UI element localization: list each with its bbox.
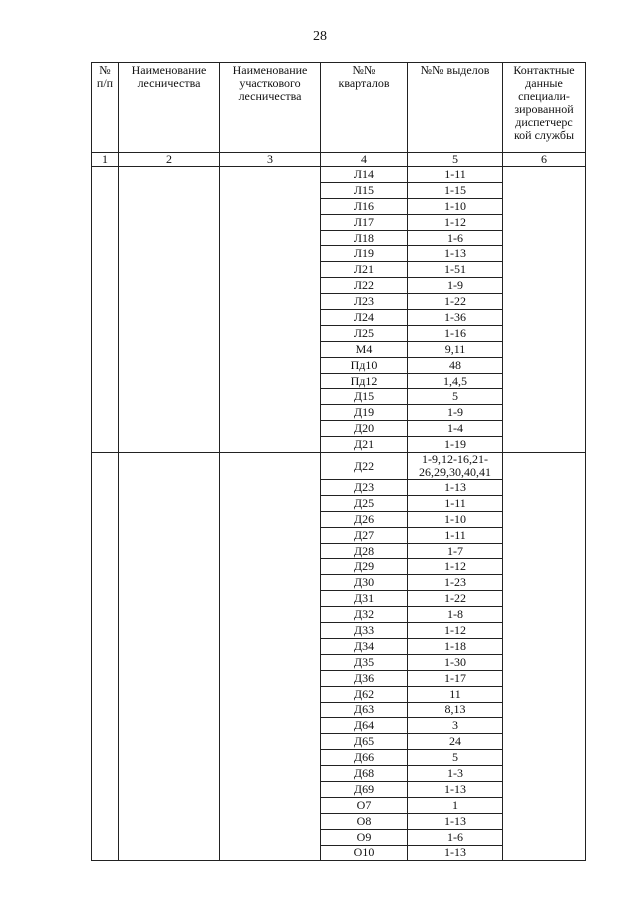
quarter-cell: Д25 (321, 495, 408, 511)
table-row (92, 453, 586, 480)
header-row (92, 63, 586, 153)
contact-cell (503, 167, 586, 453)
quarter-cell: Д68 (321, 766, 408, 782)
allotment-cell: 8,13 (408, 702, 503, 718)
quarter-cell: Л25 (321, 325, 408, 341)
allotment-cell: 1-13 (408, 845, 503, 861)
quarter-cell: Д27 (321, 527, 408, 543)
quarter-cell: О10 (321, 845, 408, 861)
number-cell (92, 167, 119, 453)
allotment-cell: 5 (408, 389, 503, 405)
allotment-cell: 1-30 (408, 654, 503, 670)
forestry-cell (119, 167, 220, 453)
forestry-cell (119, 453, 220, 861)
allotment-cell: 1 (408, 797, 503, 813)
district-cell (220, 453, 321, 861)
allotment-cell: 1-13 (408, 813, 503, 829)
header-cell: Наименование лесничества (119, 63, 220, 153)
table-row (92, 167, 586, 183)
quarter-cell: Д19 (321, 405, 408, 421)
quarter-cell: Д26 (321, 511, 408, 527)
header-cell: №№ выделов (408, 63, 503, 153)
allotment-cell: 1-9 (408, 405, 503, 421)
quarter-cell: Д20 (321, 421, 408, 437)
page-number: 28 (313, 29, 327, 44)
allotment-cell: 1-11 (408, 527, 503, 543)
quarter-cell: Л22 (321, 278, 408, 294)
quarter-cell: Л19 (321, 246, 408, 262)
header-cell: №№ кварталов (321, 63, 408, 153)
column-number: 4 (321, 153, 408, 167)
quarter-cell: Л14 (321, 167, 408, 183)
allotment-cell: 1-15 (408, 182, 503, 198)
allotment-cell: 1-16 (408, 325, 503, 341)
quarter-cell: О7 (321, 797, 408, 813)
allotment-cell: 1-12 (408, 214, 503, 230)
quarter-cell: О8 (321, 813, 408, 829)
quarter-cell: Д62 (321, 686, 408, 702)
allotment-cell: 3 (408, 718, 503, 734)
allotment-cell: 5 (408, 750, 503, 766)
allotment-cell: 1-6 (408, 230, 503, 246)
quarter-cell: Л18 (321, 230, 408, 246)
quarter-cell: Д69 (321, 781, 408, 797)
allotment-cell: 1-18 (408, 638, 503, 654)
allotment-cell: 1-36 (408, 310, 503, 326)
allotment-cell: 1-11 (408, 495, 503, 511)
allotment-cell: 1-8 (408, 607, 503, 623)
quarter-cell: Д35 (321, 654, 408, 670)
allotment-cell: 1-22 (408, 591, 503, 607)
district-cell (220, 167, 321, 453)
allotment-cell: 1-10 (408, 511, 503, 527)
quarter-cell: Л23 (321, 294, 408, 310)
allotment-cell: 9,11 (408, 341, 503, 357)
column-number: 6 (503, 153, 586, 167)
allotment-cell: 1-19 (408, 437, 503, 453)
quarter-cell: М4 (321, 341, 408, 357)
contact-cell (503, 453, 586, 861)
quarter-cell: Д15 (321, 389, 408, 405)
column-number-row (92, 153, 586, 167)
quarter-cell: Д32 (321, 607, 408, 623)
header-cell: Контактные данные специали- зированной диспетчерс кой службы (503, 63, 586, 153)
allotment-cell: 1-9 (408, 278, 503, 294)
allotment-cell: 1-51 (408, 262, 503, 278)
quarter-cell: Д21 (321, 437, 408, 453)
forestry-table (91, 62, 586, 861)
allotment-cell: 1-22 (408, 294, 503, 310)
allotment-cell: 1-10 (408, 198, 503, 214)
quarter-cell: Л21 (321, 262, 408, 278)
allotment-cell: 1-12 (408, 559, 503, 575)
quarter-cell: Д34 (321, 638, 408, 654)
quarter-cell: Д65 (321, 734, 408, 750)
allotment-cell: 1-11 (408, 167, 503, 183)
quarter-cell: Д29 (321, 559, 408, 575)
quarter-cell: О9 (321, 829, 408, 845)
quarter-cell: Д22 (321, 453, 408, 480)
number-cell (92, 453, 119, 861)
quarter-cell: Л24 (321, 310, 408, 326)
allotment-cell: 48 (408, 357, 503, 373)
quarter-cell: Д30 (321, 575, 408, 591)
quarter-cell: Д23 (321, 480, 408, 496)
column-number: 3 (220, 153, 321, 167)
allotment-cell: 1-12 (408, 623, 503, 639)
column-number: 2 (119, 153, 220, 167)
header-cell: Наименование участкового лесничества (220, 63, 321, 153)
quarter-cell: Д33 (321, 623, 408, 639)
allotment-cell: 1-3 (408, 766, 503, 782)
column-number: 1 (92, 153, 119, 167)
quarter-cell: Пд10 (321, 357, 408, 373)
quarter-cell: Д28 (321, 543, 408, 559)
quarter-cell: Л17 (321, 214, 408, 230)
header-cell: № п/п (92, 63, 119, 153)
allotment-cell: 1-6 (408, 829, 503, 845)
allotment-cell: 1-9,12-16,21- 26,29,30,40,41 (408, 453, 503, 480)
quarter-cell: Пд12 (321, 373, 408, 389)
allotment-cell: 1-17 (408, 670, 503, 686)
allotment-cell: 1-13 (408, 480, 503, 496)
allotment-cell: 24 (408, 734, 503, 750)
allotment-cell: 1-23 (408, 575, 503, 591)
column-number: 5 (408, 153, 503, 167)
quarter-cell: Д66 (321, 750, 408, 766)
quarter-cell: Д64 (321, 718, 408, 734)
allotment-cell: 1-13 (408, 246, 503, 262)
quarter-cell: Л16 (321, 198, 408, 214)
allotment-cell: 1-7 (408, 543, 503, 559)
allotment-cell: 1-4 (408, 421, 503, 437)
allotment-cell: 11 (408, 686, 503, 702)
quarter-cell: Д36 (321, 670, 408, 686)
quarter-cell: Д31 (321, 591, 408, 607)
allotment-cell: 1-13 (408, 781, 503, 797)
quarter-cell: Л15 (321, 182, 408, 198)
quarter-cell: Д63 (321, 702, 408, 718)
allotment-cell: 1,4,5 (408, 373, 503, 389)
